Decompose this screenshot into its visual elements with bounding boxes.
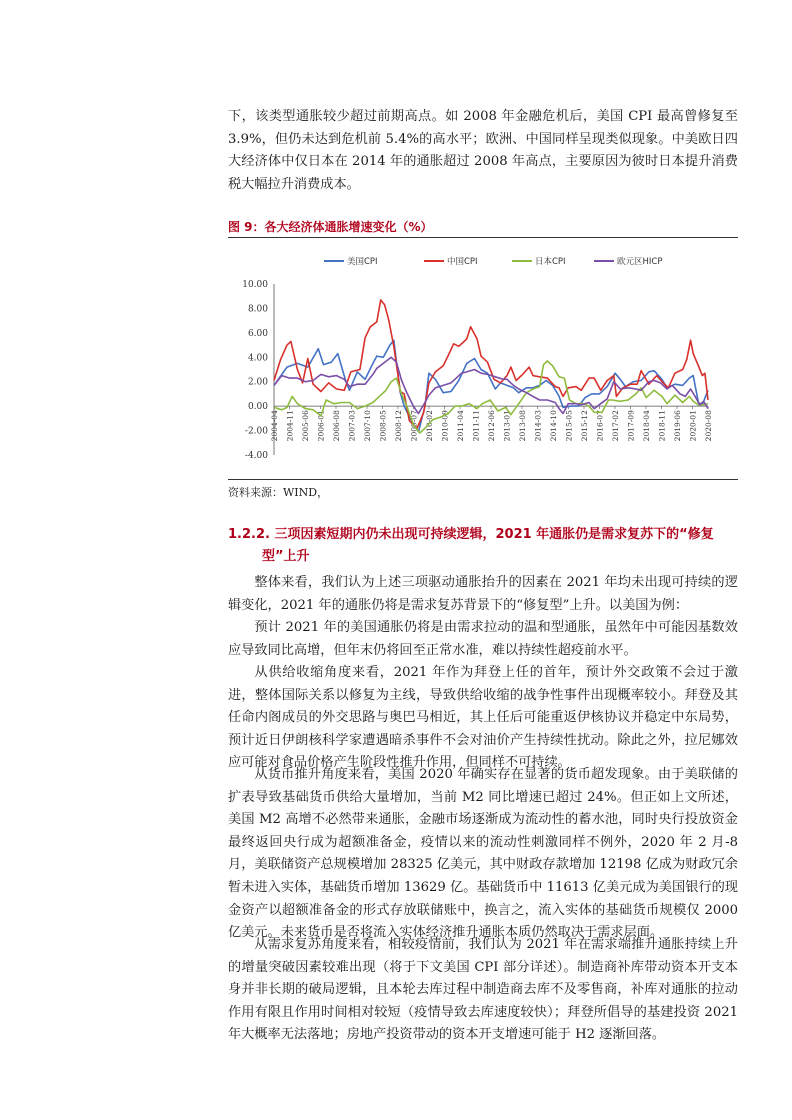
- x-tick-label: 2008-12: [394, 410, 403, 442]
- figure-title: 图 9：各大经济体通胀增速变化（%）: [228, 220, 433, 234]
- chart-legend: [324, 256, 662, 267]
- x-tick-label: 2018-11: [657, 410, 667, 442]
- legend-label: 欧元区HICP: [617, 257, 663, 267]
- x-tick-label: 2014-10: [549, 410, 558, 442]
- y-tick-label: 0.00: [247, 402, 268, 413]
- x-tick-label: 2008-05: [378, 410, 388, 442]
- legend-label: 美国CPI: [347, 257, 378, 267]
- intro-paragraph: 下，该类型通胀较少超过前期高点。如 2008 年金融危机后，美国 CPI 最高曾修复至 3.9%，但仍未达到危机前 5.4%的高水平；欧洲、中国同样呈现类似现象。中美欧日四大经济体中仅日本在 2014 年的通胀超过 2008 年高点，主要原因为彼时日本提升消费税大幅拉升消费成本。: [228, 109, 738, 192]
- x-tick-label: 2011-11: [471, 410, 481, 442]
- figure-bottom-divider: [228, 479, 738, 480]
- x-tick-label: 2020-01: [688, 410, 698, 442]
- x-tick-label: 2007-10: [363, 410, 372, 442]
- inflation-line-chart: [228, 242, 738, 474]
- section-heading: [228, 524, 738, 568]
- x-tick-label: 2011-04: [456, 410, 465, 442]
- y-tick-label: -2.00: [244, 426, 268, 437]
- x-tick-label: 2009-07: [409, 410, 419, 442]
- paragraph-us-forecast: 预计 2021 年的美国通胀仍将是由需求拉动的温和型通胀，虽然年中可能因基数效应导致同比高增，但年末仍将回至正常水准，难以持续性超疫前水平。: [228, 620, 738, 658]
- y-tick-label: -4.00: [244, 451, 268, 461]
- x-tick-label: 2010-09: [440, 410, 450, 442]
- x-tick-label: 2012-06: [487, 410, 496, 442]
- x-tick-label: 2010-02: [425, 410, 434, 442]
- x-tick-label: 2004-11: [285, 410, 295, 442]
- paragraph-demand: 从需求复苏角度来看，相较疫情前，我们认为 2021 年在需求端推升通胀持续上升的增量突破因素较难出现（将于下文美国 CPI 部分详述）。制造商补库带动资本开支本身并非长期的破局逻辑，且本轮去库过程中制造商去库不及零售商，补库对通胀的拉动作用有限且作用时间相对较短（疫情导致去库速度较快）；拜登所倡导的基建投资 2021 年大概率无法落地；房地产投资带动的资本开支增速可能于 H2 逐渐回落。: [228, 937, 738, 1043]
- x-tick-label: 2017-02: [611, 410, 620, 442]
- x-tick-label: 2004-04: [270, 410, 279, 442]
- y-tick-label: 10.00: [242, 280, 268, 290]
- y-tick-label: 6.00: [247, 328, 268, 339]
- legend-label: 中国CPI: [447, 257, 478, 267]
- x-tick-label: 2020-08: [704, 410, 713, 442]
- paragraph-supply: 从供给收缩角度来看，2021 年作为拜登上任的首年，预计外交政策不会过于激进，整体国际关系以修复为主线，导致供给收缩的战争性事件出现概率较小。拜登及其任命内阁成员的外交思路与奥巴马相近，其上任后可能重返伊核协议并稳定中东局势，预计近日伊朗核科学家遭遇暗杀事件不会对油价产生持续性扰动。除此之外，拉尼娜效应可能对食品价格产生阶段性推升作用，但同样不可持续。: [228, 665, 738, 771]
- figure-top-divider: [228, 237, 738, 238]
- y-tick-label: 4.00: [247, 353, 268, 364]
- paragraph-overview: 整体来看，我们认为上述三项驱动通胀抬升的因素在 2021 年均未出现可持续的逻辑变化，2021 年的通胀仍将是需求复苏背景下的“修复型”上升。以美国为例：: [228, 575, 738, 613]
- figure-source: 资料来源：WIND，: [228, 486, 329, 499]
- y-tick-label: 2.00: [247, 377, 268, 388]
- section-heading-line2: 型”上升: [262, 549, 310, 564]
- x-tick-label: 2016-07: [595, 410, 605, 442]
- x-tick-label: 2006-01: [316, 410, 326, 442]
- x-tick-label: 2017-09: [626, 410, 636, 442]
- x-tick-label: 2015-12: [580, 410, 589, 442]
- x-tick-label: 2019-06: [673, 410, 682, 442]
- x-tick-label: 2007-03: [347, 410, 357, 442]
- x-tick-label: 2015-05: [564, 410, 574, 442]
- x-tick-label: 2014-03: [533, 410, 543, 442]
- x-tick-label: 2018-04: [642, 410, 651, 442]
- x-tick-label: 2005-06: [301, 410, 310, 442]
- legend-label: 日本CPI: [535, 257, 566, 267]
- x-tick-label: 2013-08: [518, 410, 527, 442]
- section-heading-line1: 1.2.2. 三项因素短期内仍未出现可持续逻辑，2021 年通胀仍是需求复苏下的“修复: [228, 527, 714, 542]
- x-tick-label: 2006-08: [332, 410, 341, 442]
- x-tick-label: 2013-01: [502, 410, 512, 442]
- y-tick-label: 8.00: [247, 304, 268, 315]
- paragraph-monetary: 从货币推升角度来看，美国 2020 年确实存在显著的货币超发现象。由于美联储的扩表导致基础货币供给大量增加，当前 M2 同比增速已超过 24%。但正如上文所述，美国 M2 高增不必然带来通胀，金融市场逐渐成为流动性的蓄水池，同时央行投放资金最终返回央行成为超额准备金，疫情以来的流动性刺激同样不例外，2020 年 2 月-8 月，美联储资产总规模增加 28325 亿美元，其中财政存款增加 12198 亿成为财政冗余暂未进入实体，基础货币增加 13629 亿。基础货币中 11613 亿美元成为美国银行的现金资产以超额准备金的形式存放联储账中，换言之，流入实体的基础货币规模仅 2000 亿美元。未来货币是否将流入实体经济推升通胀本质仍然取决于需求层面。: [228, 767, 738, 941]
- series-line-欧元区HICP: [274, 357, 708, 413]
